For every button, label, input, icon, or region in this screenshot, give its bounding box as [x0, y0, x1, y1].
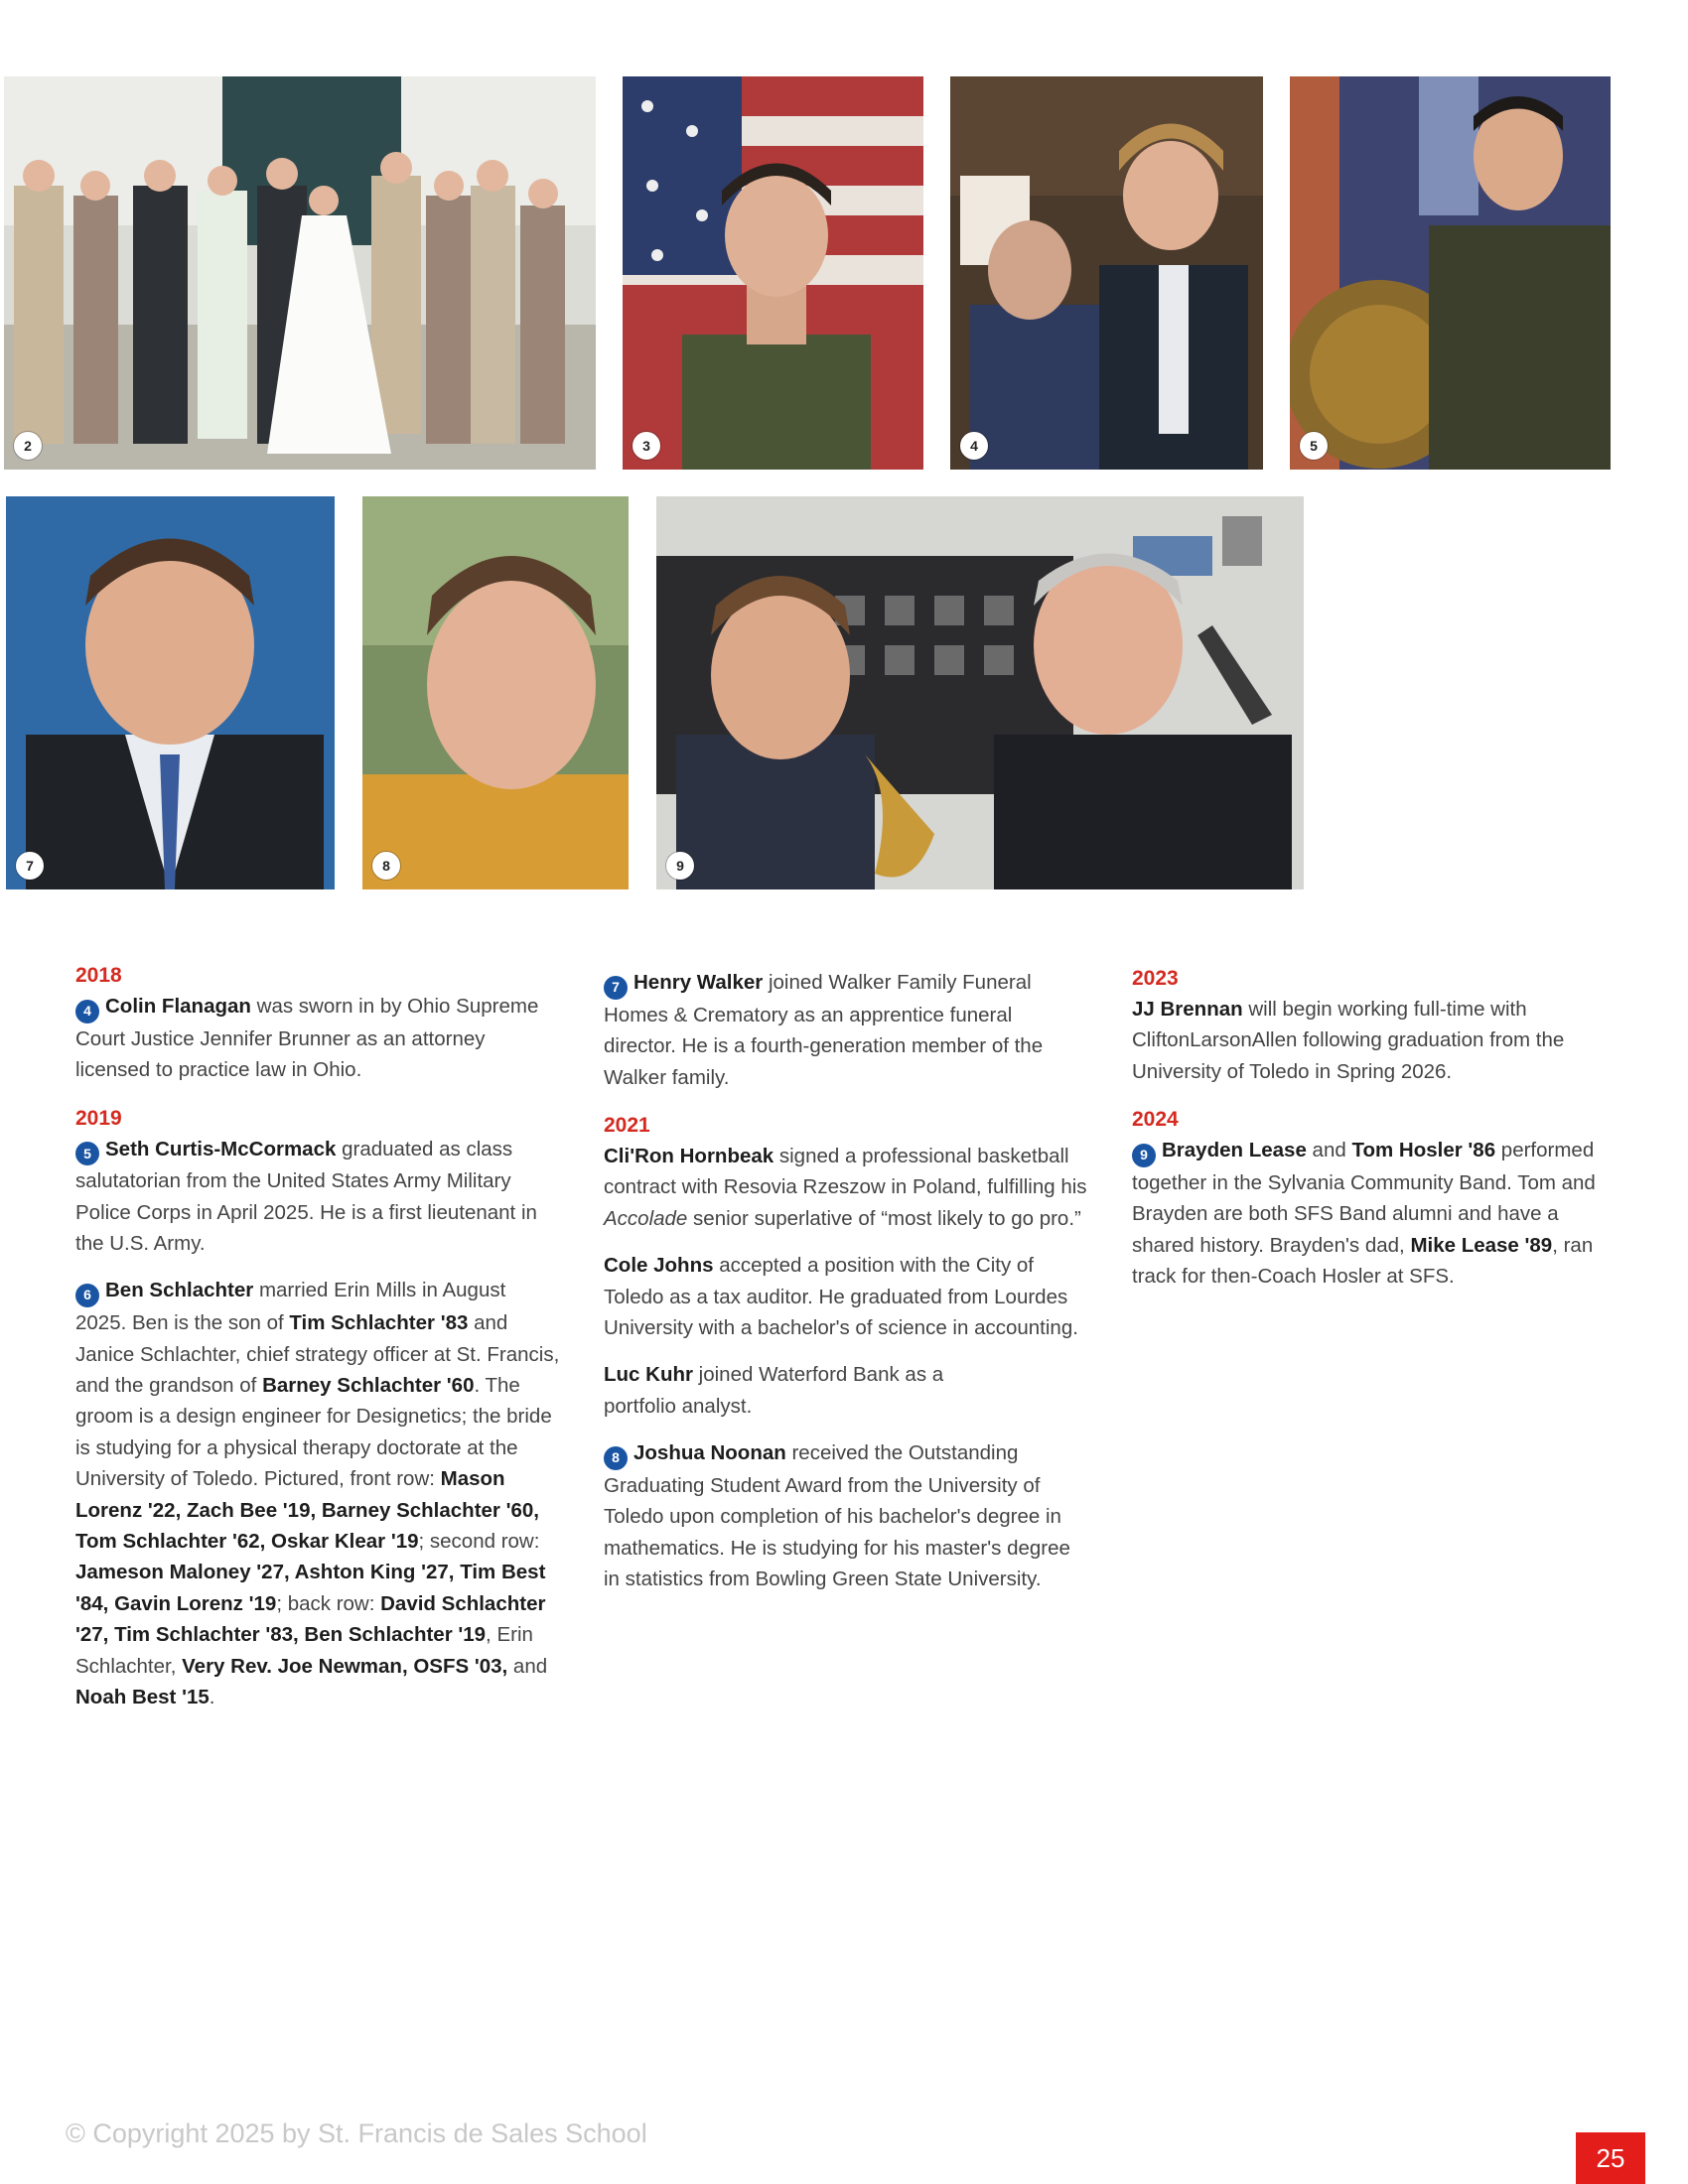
- alumni-name: Ben Schlachter: [105, 1279, 254, 1302]
- note-text: performed together in the Sylvania Community Band. Tom and Brayden are both SFS Band alumni and have a shared history. Brayden's dad,: [1132, 1139, 1596, 1257]
- note-text: married Erin Mills in August 2025. Ben is the son of: [75, 1279, 506, 1335]
- note-luc-kuhr: [604, 1359, 1001, 1422]
- alumni-name: Colin Flanagan: [105, 995, 251, 1018]
- photo-ref-badge: 5: [75, 1142, 99, 1165]
- photo-student-smiling: [362, 496, 629, 889]
- notes-column-3: [1132, 964, 1604, 1308]
- page-number: 25: [1576, 2132, 1645, 2184]
- photo-band-saxophonists: [656, 496, 1304, 889]
- alumni-name: Cole Johns: [604, 1254, 714, 1278]
- alumni-name: Joshua Noonan: [633, 1441, 786, 1465]
- photo-number-badge: 2: [14, 432, 42, 460]
- note-cole-johns: [604, 1250, 1088, 1343]
- photo-swearing-in: [950, 76, 1263, 470]
- alumni-name: Luc Kuhr: [604, 1363, 693, 1387]
- note-text: , ran track for then-Coach Hosler at SFS.: [1132, 1233, 1594, 1289]
- note-text: ; second row:: [418, 1529, 540, 1553]
- notes-column-1: [75, 961, 562, 1728]
- alumni-name: Tom Hosler '86: [1351, 1139, 1496, 1162]
- note-text: signed a professional basketball contract with Resovia Rzeszow in Poland, fulfilling his: [604, 1144, 1087, 1199]
- alumni-name: Mike Lease '89: [1410, 1233, 1553, 1257]
- note-text: joined Waterford Bank as a portfolio analyst.: [604, 1363, 944, 1418]
- year-heading-2021: 2021: [604, 1113, 650, 1137]
- alumni-name: Mason Lorenz '22, Zach Bee '19, Barney Schlachter '60, Tom Schlachter '62, Oskar Klear '19: [75, 1467, 539, 1553]
- alumni-name: Very Rev. Joe Newman, OSFS '03,: [182, 1654, 508, 1678]
- note-jj-brennan: [1132, 994, 1604, 1087]
- photo-ref-badge: 7: [604, 976, 628, 1000]
- photo-number-badge: 9: [666, 852, 694, 880]
- note-colin-flanagan: [75, 991, 562, 1086]
- photo-number-badge: 5: [1300, 432, 1328, 460]
- band-art: [656, 496, 1304, 889]
- copyright-notice: © Copyright 2025 by St. Francis de Sales School: [66, 2118, 647, 2148]
- note-ben-schlachter: [75, 1275, 562, 1712]
- student-art: [362, 496, 629, 889]
- alumni-name: Seth Curtis-McCormack: [105, 1137, 337, 1160]
- alumni-name: Cli'Ron Hornbeak: [604, 1144, 774, 1167]
- note-text: will begin working full-time with CliftonLarsonAllen following graduation from the University of Toledo in Spring 2026.: [1132, 998, 1565, 1083]
- note-text: graduated as class salutatorian from the United States Army Military Police Corps in April 2025. He is a first lieutenant in the U.S. Army.: [75, 1137, 537, 1256]
- photo-number-badge: 7: [16, 852, 44, 880]
- note-text: accepted a position with the City of Toledo as a tax auditor. He graduated from Lourdes University with a bachelor's of science in accounting.: [604, 1254, 1078, 1339]
- photo-ref-badge: 4: [75, 1000, 99, 1024]
- photo-number-badge: 3: [633, 432, 660, 460]
- note-brayden-lease: [1132, 1135, 1604, 1292]
- alumni-name: Barney Schlachter '60: [262, 1373, 475, 1397]
- headshot-art: [6, 496, 335, 889]
- note-text: joined Walker Family Funeral Homes & Crematory as an apprentice funeral director. He is a fourth-generation member of the Walker family.: [604, 971, 1044, 1089]
- photo-number-badge: 4: [960, 432, 988, 460]
- notes-column-2: [604, 967, 1088, 1611]
- photo-army-officer: [1290, 76, 1611, 470]
- photo-ref-badge: 8: [604, 1446, 628, 1470]
- note-text: was sworn in by Ohio Supreme Court Justice Jennifer Brunner as an attorney licensed to practice law in Ohio.: [75, 995, 539, 1082]
- note-text: .: [209, 1686, 215, 1709]
- note-text: and Janice Schlachter, chief strategy officer at St. Francis, and the grandson of: [75, 1311, 560, 1397]
- photo-wedding-party: [4, 76, 596, 470]
- alumni-name: Henry Walker: [633, 971, 764, 994]
- year-heading-2024: 2024: [1132, 1108, 1179, 1132]
- note-henry-walker: [604, 967, 1088, 1093]
- photo-professional-headshot: [6, 496, 335, 889]
- wedding-photo-art: [4, 76, 596, 470]
- photo-military-police-portrait: [623, 76, 923, 470]
- year-heading-2018: 2018: [75, 964, 122, 987]
- note-text: received the Outstanding Graduating Student Award from the University of Toledo upon completion of his bachelor's degree in mathematics. He is studying for his master's degree in statistics from Bowling Green State University.: [604, 1441, 1070, 1591]
- photo-ref-badge: 6: [75, 1284, 99, 1307]
- swearing-in-art: [950, 76, 1263, 470]
- note-text: , Erin Schlachter,: [75, 1623, 533, 1678]
- alumni-name: Noah Best '15: [75, 1686, 210, 1709]
- alumni-name: Brayden Lease: [1162, 1139, 1307, 1162]
- year-heading-2019: 2019: [75, 1106, 122, 1130]
- photo-number-badge: 8: [372, 852, 400, 880]
- note-text: and: [507, 1654, 548, 1678]
- flag-portrait-art: [623, 76, 923, 470]
- publication-title: Accolade: [604, 1206, 688, 1230]
- note-seth-curtis-mccormack: [75, 1134, 562, 1260]
- note-text: senior superlative of “most likely to go pro.”: [687, 1206, 1081, 1230]
- note-text: and: [1306, 1139, 1352, 1162]
- alumni-name: Jameson Maloney '27, Ashton King '27, Tim Best '84, Gavin Lorenz '19: [75, 1561, 546, 1615]
- alumni-name: Tim Schlachter '83: [289, 1311, 469, 1335]
- alumni-name: JJ Brennan: [1132, 998, 1243, 1021]
- note-joshua-noonan: [604, 1437, 1088, 1594]
- alumni-name: David Schlachter '27, Tim Schlachter '83, Ben Schlachter '19: [75, 1591, 546, 1647]
- note-text: ; back row:: [276, 1591, 381, 1615]
- year-heading-2023: 2023: [1132, 967, 1179, 990]
- photo-ref-badge: 9: [1132, 1144, 1156, 1167]
- note-cliron-hornbeak: [604, 1141, 1088, 1234]
- army-officer-art: [1290, 76, 1611, 470]
- note-text: . The groom is a design engineer for Designetics; the bride is studying for a physical therapy doctorate at the University of Toledo. Pictured, front row:: [75, 1373, 552, 1491]
